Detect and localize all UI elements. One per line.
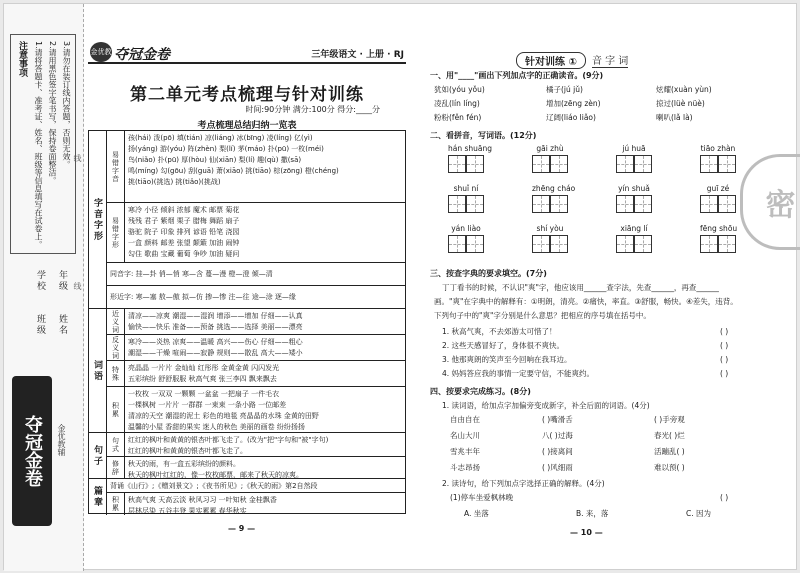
write-box[interactable] xyxy=(616,155,634,173)
q4-sub: 2. 读诗句，给下列加点字选择正确的解释。(4分) xyxy=(442,479,605,488)
q3-text: 下列句子中的"爽"字分别是什么意思？把相应的序号填在括号中。 xyxy=(434,311,651,320)
table-title: 考点梳理总结归纳一览表 xyxy=(197,121,297,131)
question-2: 二、看拼音，写词语。(12分) xyxy=(430,131,537,140)
sub-xiu-ci: 修辞 xyxy=(107,457,125,479)
pinyin-box xyxy=(616,184,652,213)
zi-xing-cell xyxy=(125,203,405,263)
right-page xyxy=(420,4,796,571)
xing-jin-cell: 形近字: 寒—塞 敖—傲 拟—仿 掺—惨 注—往 途—涂 逐—缘 xyxy=(107,286,405,309)
pinyin: fēng shōu xyxy=(700,224,738,233)
sub-ci-zu: 积累 xyxy=(107,387,125,433)
write-box[interactable] xyxy=(466,155,484,173)
write-box[interactable] xyxy=(634,155,652,173)
exam-meta: 时间:90分钟 满分:100分 得分:____分 xyxy=(245,105,380,114)
write-box[interactable] xyxy=(616,235,634,253)
text-row: 扬(yáng) 游(yóu) 阵(zhèn) 梨(lí) 茅(máo) 扑(pū) 一枚(méi) xyxy=(128,145,324,153)
notice-line: 1.请将答题卡、准考证、姓名、班级等信息填写在试卷上。 xyxy=(34,41,43,249)
text-row: 潮湿——干燥 喧闹——寂静 规则——散乱 高大——矮小 xyxy=(128,349,303,357)
pinyin-box xyxy=(700,224,737,253)
pinyin-box xyxy=(532,224,568,253)
q4-word: 斗志昂扬 xyxy=(450,463,480,472)
sub-ji-lei: 积累 xyxy=(107,493,125,515)
q4-word: ( )手旁观 xyxy=(654,415,685,424)
page-title: 第二单元考点梳理与针对训练 xyxy=(130,85,364,105)
write-box[interactable] xyxy=(718,155,736,173)
pinyin: guī zé xyxy=(706,184,730,193)
grade-label: 年级 xyxy=(57,270,67,292)
write-box[interactable] xyxy=(700,155,718,173)
question-1: 一、用"____"画出下列加点字的正确读音。(9分) xyxy=(430,71,604,80)
write-box[interactable] xyxy=(616,195,634,213)
question-4: 四、按要求完成练习。(8分) xyxy=(430,387,531,396)
answer-paren[interactable]: ( ) xyxy=(720,369,729,378)
write-box[interactable] xyxy=(466,235,484,253)
text-row: 一棵枫树 一片片 一群群 一束束 一条小路 一位邮差 xyxy=(128,401,287,409)
pinyin-box xyxy=(448,224,484,253)
text-row: 清凉的天空 潮湿的泥土 彩色的地毯 亮晶晶的水珠 金黄的田野 xyxy=(128,412,319,420)
category-pian: 篇章 xyxy=(89,479,107,515)
text-row: 寒冷——炎热 凉爽——温暖 高兴——伤心 仔细——粗心 xyxy=(128,338,303,346)
sub-zi-xing: 易错字形 xyxy=(107,203,125,263)
write-box[interactable] xyxy=(718,195,736,213)
text-row: 勾住 歌曲 宝藏 葡萄 争吵 加油 疑问 xyxy=(128,250,240,258)
write-box[interactable] xyxy=(550,155,568,173)
sub-te-shu: 特殊 xyxy=(107,361,125,387)
q4-word: 春光( )烂 xyxy=(654,431,685,440)
text-row: 鸟(niǎo) 扑(pū) 厚(hòu) 仙(xiān) 梨(lí) 趣(qù) 撒(sā) xyxy=(128,156,302,164)
ci-zu-cell xyxy=(125,387,405,433)
training-topic: 音 字 词 xyxy=(592,52,628,68)
pinyin-box xyxy=(700,144,736,173)
pinyin: zhēng cháo xyxy=(532,184,576,193)
q4-poem: (1)停车坐爱枫林晚 xyxy=(450,493,514,502)
category-ju: 句子 xyxy=(89,433,107,479)
ju-shi-cell xyxy=(125,433,405,457)
text-row: 挑(tiāo)(挑选) 挑(tiǎo)(挑战) xyxy=(128,178,221,186)
write-box[interactable] xyxy=(532,155,550,173)
write-box[interactable] xyxy=(634,195,652,213)
brand-logo: 夺冠金卷 xyxy=(12,376,52,526)
notice-line: 3.请勿在装订线内答题，否则无效。 xyxy=(62,41,71,169)
text-row: 愉快——快乐 准备——预备 挑选——选择 美丽——漂亮 xyxy=(128,323,303,331)
pinyin: jú huā xyxy=(622,144,646,153)
write-box[interactable] xyxy=(550,195,568,213)
text-row: 红红的枫叶和黄黄的银杏叶都飞走了。(改为"把"字句和"被"字句) xyxy=(128,436,329,444)
q4-word: ( )嘴滑舌 xyxy=(542,415,573,424)
text-row: 秋天的雨，有一盒五彩缤纷的颜料。 xyxy=(128,460,240,468)
sub-ju-shi: 句式 xyxy=(107,433,125,457)
publisher-logo: 金优教辅 xyxy=(90,42,112,62)
q1-item: 炫耀(xuàn yùn) xyxy=(656,85,712,94)
summary-table xyxy=(88,130,406,514)
text-row: 残残 君子 紫烟 栗子 腊梅 舞蹈 扇子 xyxy=(128,217,240,225)
pinyin: hán shuāng xyxy=(448,144,493,153)
q1-item: 辽阔(liáo liǎo) xyxy=(546,113,596,122)
q3-item: 2. 这些天感冒好了，身体很不爽快。 xyxy=(442,341,565,350)
publisher-name: 金优教辅 xyxy=(57,424,66,456)
zi-yin-cell xyxy=(125,131,405,203)
q4-choice: B. 来，落 xyxy=(576,509,609,518)
q3-item: 1. 秋高气爽，不去郊游太可惜了！ xyxy=(442,327,557,336)
binding-strip xyxy=(4,4,84,571)
confidential-stamp: 密 xyxy=(740,154,800,250)
notice-line: 2.请用黑色签字笔书写，保持卷面整洁。 xyxy=(48,41,57,185)
write-box[interactable] xyxy=(700,195,718,213)
q4-word: 雪兆丰年 xyxy=(450,447,480,456)
name-label: 姓名 xyxy=(57,314,67,336)
text-row: 五彩缤纷 舒舒服服 秋高气爽 张三李四 飘来飘去 xyxy=(128,375,277,383)
pinyin: yín shuǎ xyxy=(618,184,650,193)
sub-fan-yi: 反义词 xyxy=(107,335,125,361)
write-box[interactable] xyxy=(532,235,550,253)
q4-word: 名山大川 xyxy=(450,431,480,440)
text-row: 寒冷 小径 倾斜 浓郁 魔术 邮票 菊花 xyxy=(128,206,240,214)
sub-jin-yi: 近义词 xyxy=(107,309,125,335)
q3-item: 3. 他那爽朗的笑声至今回响在我耳边。 xyxy=(442,355,572,364)
jin-yi-cell xyxy=(125,309,405,335)
pinyin-box xyxy=(616,144,652,173)
q4-word: ( )风细雨 xyxy=(542,463,573,472)
right-header xyxy=(516,52,628,68)
q1-item: 增加(zēng zèn) xyxy=(546,99,601,108)
q4-word: 八( )过海 xyxy=(542,431,573,440)
pinyin: shí yòu xyxy=(536,224,564,233)
grade-tag: 三年级语文 · 上册 · RJ xyxy=(311,50,404,60)
left-page xyxy=(88,4,406,571)
write-box[interactable] xyxy=(700,235,718,253)
line-label: 线 xyxy=(73,282,82,290)
left-header xyxy=(88,42,406,76)
page-number: — 10 — xyxy=(570,528,603,537)
text-row: 亮晶晶 一片片 金灿灿 红彤彤 金黄金黄 闪闪发光 xyxy=(128,364,280,372)
write-box[interactable] xyxy=(466,195,484,213)
pinyin: yán liào xyxy=(451,224,481,233)
class-label: 班级 xyxy=(35,314,45,336)
q3-text: 画。"爽"在字典中的解释有：①明朗，清亮。②痛快，率直。③舒服，畅快。④差失，违背。 xyxy=(434,297,738,306)
write-box[interactable] xyxy=(532,195,550,213)
q1-item: 凌乱(lín líng) xyxy=(434,99,480,108)
write-box[interactable] xyxy=(634,235,652,253)
notice-box xyxy=(10,34,76,254)
text-row: 一盒 颜料 邮差 张望 颠簸 加油 闹钟 xyxy=(128,239,240,247)
q4-word: 难以预( ) xyxy=(654,463,685,472)
pinyin: xiāng lí xyxy=(620,224,648,233)
q4-choice: C. 因为 xyxy=(686,509,712,518)
q3-text: 丁丁看书的时候，不认识"爽"字，他应该用______查字法，先查______，再查______ xyxy=(442,283,719,292)
tong-yin-cell: 同音字: 挂—卦 俏—悄 寒—含 蔓—漫 橙—澄 倾—清 xyxy=(107,263,405,286)
text-row: 一枚枚 一双双 一颗颗 一盆盆 一把扇子 一件毛衣 xyxy=(128,390,280,398)
write-box[interactable] xyxy=(718,235,736,253)
category-zi: 字音字形 xyxy=(89,131,107,309)
xiu-ci-cell xyxy=(125,457,405,479)
write-box[interactable] xyxy=(448,235,466,253)
pinyin-box xyxy=(616,224,652,253)
q3-item: 4. 妈妈答应我的事情一定要守信，不能爽约。 xyxy=(442,369,595,378)
q1-item: 橘子(jú jǔ) xyxy=(546,85,583,94)
pinyin-box xyxy=(448,144,492,173)
q4-sub: 1. 读词语，给加点字加偏旁变成新字，补全后面的词语。(4分) xyxy=(442,401,650,410)
worksheet xyxy=(3,3,797,570)
ji-lei-cell xyxy=(125,493,405,515)
q4-choice: A. 坐落 xyxy=(464,509,489,518)
fan-yi-cell xyxy=(125,335,405,361)
answer-paren[interactable]: ( ) xyxy=(720,493,729,502)
question-3: 三、按查字典的要求填空。(7分) xyxy=(430,269,547,278)
text-row: 温馨的小屋 香甜的果实 迷人的秋色 美丽的画卷 纷纷扬扬 xyxy=(128,423,305,431)
pinyin-box xyxy=(532,184,575,213)
write-box[interactable] xyxy=(550,235,568,253)
te-shu-cell xyxy=(125,361,405,387)
pinyin: shuǐ ní xyxy=(453,184,479,193)
q4-word: 自由自在 xyxy=(450,415,480,424)
pinyin: gāi zhù xyxy=(536,144,564,153)
q1-item: 犹如(yóu yǒu) xyxy=(434,85,485,94)
pinyin-box xyxy=(532,144,568,173)
pinyin-box xyxy=(448,184,484,213)
line-label: 线 xyxy=(73,154,82,162)
answer-paren[interactable]: ( ) xyxy=(720,327,729,336)
q1-item: 喇叭(lǎ là) xyxy=(656,113,693,122)
pinyin: tiāo zhàn xyxy=(700,144,736,153)
series-title: 夺冠金卷 xyxy=(114,47,170,63)
q4-word: ( )接离间 xyxy=(542,447,573,456)
category-ci: 词语 xyxy=(89,309,107,433)
write-box[interactable] xyxy=(448,155,466,173)
page-number: — 9 — xyxy=(228,524,256,533)
text-row: 层林尽染 五谷丰登 果实累累 春华秋实 xyxy=(128,507,247,515)
answer-paren[interactable]: ( ) xyxy=(720,341,729,350)
school-label: 学校 xyxy=(35,270,45,292)
text-row: 鸣(míng) 勾(gōu) 刮(guā) 萧(xiāo) 挑(tiāo) 棕(zōng) 橙(chéng) xyxy=(128,167,339,175)
q4-word: 活蹦乱( ) xyxy=(654,447,685,456)
text-row: 秋高气爽 天高云淡 秋风习习 一叶知秋 金桂飘香 xyxy=(128,496,277,504)
pinyin-box xyxy=(700,184,736,213)
text-row: 孩(hái) 泼(pō) 填(tián) 凉(liáng) 冰(bīng) 凌(líng) 亿(yì) xyxy=(128,134,313,142)
text-row: 清凉——凉爽 潮湿——湿润 增添——增加 仔细——认真 xyxy=(128,312,303,320)
q1-item: 掠过(lüè nüè) xyxy=(656,99,705,108)
bei-song-cell: 背诵《山行》;《赠刘景文》;《夜书所见》;《秋天的雨》第2自然段 xyxy=(107,479,405,493)
sub-zi-yin: 易错字音 xyxy=(107,131,125,203)
answer-paren[interactable]: ( ) xyxy=(720,355,729,364)
text-row: 骆驼 院子 印象 排列 谚语 铅笔 浇园 xyxy=(128,228,240,236)
training-badge: 针对训练 ① xyxy=(516,52,586,69)
text-row: 红红的枫叶和黄黄的银杏叶都飞走了。 xyxy=(128,447,247,455)
write-box[interactable] xyxy=(448,195,466,213)
text-row: 秋天的枫叶红红的，像一枚枚邮票，邮来了秋天的凉爽。 xyxy=(128,471,303,479)
q1-item: 粉粉(fěn fén) xyxy=(434,113,482,122)
notice-title: 注意事项 xyxy=(17,41,27,77)
